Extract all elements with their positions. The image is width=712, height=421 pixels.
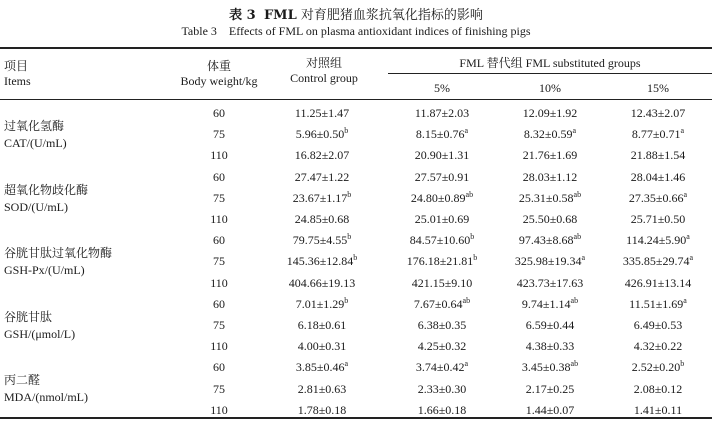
- value-cell: [598, 403, 712, 418]
- value-cell: [490, 254, 610, 269]
- row-item-label: [4, 245, 112, 279]
- group-rule: [388, 73, 712, 74]
- value-text: 4.32±0.22: [633, 339, 683, 354]
- significance-mark: a: [581, 253, 586, 263]
- row-item-en: MDA/(nmol/mL): [4, 390, 88, 405]
- value-text: 28.04±1.46: [630, 169, 686, 184]
- significance-mark: a: [689, 253, 694, 263]
- table-title-en: Table 3 Effects of FML on plasma antioxidant indices of finishing pigs: [181, 24, 531, 38]
- significance-mark: a: [572, 126, 577, 136]
- value-cell: [490, 212, 610, 227]
- value-text: 2.08±0.12: [633, 381, 683, 396]
- value-text: 11.87±2.03: [414, 106, 470, 120]
- significance-mark: b: [473, 253, 478, 263]
- value-cell: [382, 254, 502, 269]
- value-text: 1.78±0.18: [297, 402, 347, 417]
- value-cell: [382, 403, 502, 418]
- value-cell: [598, 106, 712, 121]
- value-text: 27.35±0.66: [628, 190, 684, 205]
- value-cell: [598, 170, 712, 185]
- value-cell: [598, 148, 712, 163]
- value-cell: [262, 170, 382, 185]
- value-cell: [598, 233, 712, 248]
- value-cell: [490, 127, 610, 142]
- value-text: 2.81±0.63: [297, 381, 347, 396]
- significance-mark: b: [680, 359, 685, 369]
- value-text: 25.50±0.68: [522, 212, 578, 226]
- value-cell: [382, 148, 502, 163]
- row-item-label: [4, 118, 67, 152]
- value-text: 97.43±8.68: [518, 233, 574, 248]
- value-text: 6.18±0.61: [297, 318, 347, 332]
- value-text: 21.88±1.54: [630, 148, 686, 163]
- value-cell: [382, 191, 502, 206]
- significance-mark: ab: [573, 189, 582, 199]
- value-text: 21.76±1.69: [522, 148, 578, 163]
- significance-mark: a: [683, 189, 688, 199]
- value-text: 11.51±1.69: [629, 296, 684, 311]
- value-cell: [262, 127, 382, 142]
- value-cell: [382, 276, 502, 291]
- significance-mark: b: [344, 295, 349, 305]
- value-cell: [262, 106, 382, 121]
- value-text: 4.00±0.31: [297, 339, 347, 354]
- value-cell: [262, 318, 382, 333]
- value-text: 84.57±10.60: [409, 233, 471, 248]
- value-cell: [490, 276, 610, 291]
- weight-cell: 60: [213, 169, 225, 184]
- value-text: 1.66±0.18: [417, 402, 467, 417]
- value-cell: [490, 339, 610, 354]
- value-text: 27.57±0.91: [414, 169, 470, 184]
- value-cell: [598, 297, 712, 312]
- row-item-cn: 过氧化氢酶: [4, 119, 65, 133]
- value-cell: [490, 297, 610, 312]
- value-text: 114.24±5.90: [626, 233, 687, 248]
- value-text: 1.44±0.07: [525, 402, 575, 417]
- title-text: 对育肥猪血浆抗氧化指标的影响: [300, 8, 483, 23]
- value-text: 24.80±0.89: [410, 190, 466, 205]
- row-item-cn: 谷胱甘肽过氧化物酶: [4, 246, 113, 261]
- value-text: 7.01±1.29: [295, 296, 345, 311]
- value-text: 5.96±0.50: [295, 127, 345, 142]
- value-cell: [598, 318, 712, 333]
- significance-mark: b: [353, 253, 358, 263]
- row-item-en: CAT/(U/mL): [4, 136, 67, 150]
- row-item-en: GSH/(μmol/L): [4, 326, 76, 341]
- significance-mark: a: [680, 126, 685, 136]
- value-text: 12.09±1.92: [522, 106, 578, 120]
- value-cell: [598, 254, 712, 269]
- value-text: 2.52±0.20: [631, 360, 681, 375]
- value-text: 2.17±0.25: [525, 381, 575, 396]
- value-cell: [598, 127, 712, 142]
- value-cell: [382, 106, 502, 121]
- value-cell: [382, 339, 502, 354]
- value-cell: [598, 191, 712, 206]
- value-text: 423.73±17.63: [516, 275, 584, 290]
- value-cell: [598, 339, 712, 354]
- value-text: 8.15±0.76: [415, 127, 465, 142]
- value-cell: [490, 191, 610, 206]
- value-text: 426.91±13.14: [624, 275, 692, 290]
- value-cell: [262, 403, 382, 418]
- value-text: 4.25±0.32: [417, 339, 467, 354]
- weight-cell: 110: [210, 339, 228, 354]
- value-text: 421.15±9.10: [411, 275, 473, 290]
- value-text: 25.31±0.58: [518, 190, 574, 205]
- significance-mark: b: [347, 189, 352, 199]
- value-text: 6.59±0.44: [525, 318, 575, 332]
- value-text: 79.75±4.55: [292, 233, 348, 248]
- value-cell: [382, 318, 502, 333]
- value-cell: [262, 212, 382, 227]
- weight-cell: 75: [213, 318, 225, 332]
- value-cell: [262, 276, 382, 291]
- significance-mark: b: [347, 232, 352, 242]
- value-text: 8.77±0.71: [631, 127, 681, 142]
- weight-cell: 60: [213, 233, 225, 248]
- header-weight: 体重 Body weight/kg: [180, 59, 258, 88]
- weight-cell: 60: [213, 360, 225, 375]
- value-text: 28.03±1.12: [522, 169, 578, 184]
- value-cell: [490, 170, 610, 185]
- value-cell: [490, 360, 610, 375]
- row-item-label: [4, 182, 88, 216]
- value-cell: [490, 233, 610, 248]
- value-cell: [262, 360, 382, 375]
- significance-mark: ab: [573, 232, 582, 242]
- weight-cell: 75: [213, 254, 225, 269]
- value-text: 3.45±0.38: [521, 360, 571, 375]
- value-text: 16.82±2.07: [294, 148, 350, 163]
- value-text: 24.85±0.68: [294, 212, 350, 226]
- significance-mark: ab: [570, 359, 579, 369]
- value-text: 3.85±0.46: [295, 360, 345, 375]
- value-text: 145.36±12.84: [286, 254, 354, 269]
- value-text: 404.66±19.13: [288, 275, 356, 290]
- value-cell: [598, 382, 712, 397]
- weight-cell: 110: [210, 212, 228, 226]
- table-title-cn: [0, 4, 712, 23]
- value-text: 11.25±1.47: [294, 106, 350, 120]
- weight-cell: 110: [210, 402, 228, 417]
- value-text: 25.71±0.50: [630, 212, 686, 226]
- header-15pct: 15%: [647, 81, 669, 95]
- value-text: 335.85±29.74: [622, 254, 690, 269]
- row-item-cn: 超氧化物歧化酶: [4, 182, 89, 197]
- table-number: 表 3: [229, 8, 256, 23]
- value-cell: [262, 297, 382, 312]
- row-item-en: SOD/(U/mL): [4, 199, 68, 214]
- value-text: 12.43±2.07: [630, 106, 686, 120]
- value-text: 23.67±1.17: [292, 190, 348, 205]
- value-text: 6.38±0.35: [417, 318, 467, 332]
- value-cell: [490, 403, 610, 418]
- value-cell: [382, 233, 502, 248]
- value-text: 25.01±0.69: [414, 212, 470, 226]
- row-item-en: GSH-Px/(U/mL): [4, 263, 85, 278]
- value-cell: [262, 254, 382, 269]
- value-cell: [382, 127, 502, 142]
- row-item-cn: 谷胱甘肽: [4, 309, 53, 324]
- value-text: 1.41±0.11: [633, 402, 683, 417]
- value-text: 9.74±1.14: [521, 296, 571, 311]
- header-control: 对照组 Control group: [290, 56, 358, 85]
- top-rule: [0, 47, 712, 49]
- weight-cell: 110: [210, 148, 228, 163]
- value-cell: [382, 382, 502, 397]
- value-cell: [382, 297, 502, 312]
- row-item-label: [4, 372, 88, 406]
- value-cell: [598, 212, 712, 227]
- significance-mark: a: [344, 359, 349, 369]
- value-cell: [262, 382, 382, 397]
- header-substituted: FML 替代组 FML substituted groups: [459, 56, 641, 70]
- value-text: 27.47±1.22: [294, 169, 350, 184]
- row-item-label: [4, 309, 75, 343]
- significance-mark: a: [683, 295, 687, 305]
- weight-cell: 60: [213, 296, 225, 311]
- header-5pct: 5%: [434, 81, 450, 95]
- value-cell: [490, 318, 610, 333]
- value-cell: [382, 212, 502, 227]
- header-rule: [0, 99, 712, 100]
- significance-mark: ab: [462, 295, 471, 305]
- significance-mark: a: [686, 232, 690, 242]
- weight-cell: 75: [213, 127, 225, 142]
- value-text: 2.33±0.30: [417, 381, 467, 396]
- value-text: 20.90±1.31: [414, 148, 470, 163]
- value-text: 7.67±0.64: [413, 296, 463, 311]
- value-text: 3.74±0.42: [415, 360, 465, 375]
- significance-mark: a: [464, 126, 469, 136]
- value-cell: [382, 170, 502, 185]
- weight-cell: 60: [213, 106, 225, 120]
- significance-mark: a: [464, 359, 469, 369]
- value-cell: [262, 191, 382, 206]
- value-text: 8.32±0.59: [523, 127, 573, 142]
- header-10pct: 10%: [539, 81, 561, 95]
- value-cell: [598, 360, 712, 375]
- value-cell: [262, 233, 382, 248]
- value-cell: [262, 148, 382, 163]
- weight-cell: 75: [213, 381, 225, 396]
- value-text: 325.98±19.34: [514, 254, 582, 269]
- title-abbrev: FML: [263, 8, 297, 23]
- value-text: 6.49±0.53: [633, 318, 683, 332]
- header-items: 项目 Items: [4, 59, 31, 88]
- value-text: 4.38±0.33: [525, 339, 575, 354]
- row-item-cn: 丙二醛: [4, 373, 41, 388]
- value-cell: [490, 106, 610, 121]
- value-cell: [262, 339, 382, 354]
- significance-mark: b: [470, 232, 475, 242]
- value-cell: [382, 360, 502, 375]
- weight-cell: 110: [210, 275, 228, 290]
- value-cell: [598, 276, 712, 291]
- weight-cell: 75: [213, 190, 225, 205]
- significance-mark: ab: [570, 295, 579, 305]
- value-cell: [490, 382, 610, 397]
- significance-mark: b: [344, 126, 349, 136]
- significance-mark: ab: [465, 189, 474, 199]
- value-text: 176.18±21.81: [406, 254, 474, 269]
- value-cell: [490, 148, 610, 163]
